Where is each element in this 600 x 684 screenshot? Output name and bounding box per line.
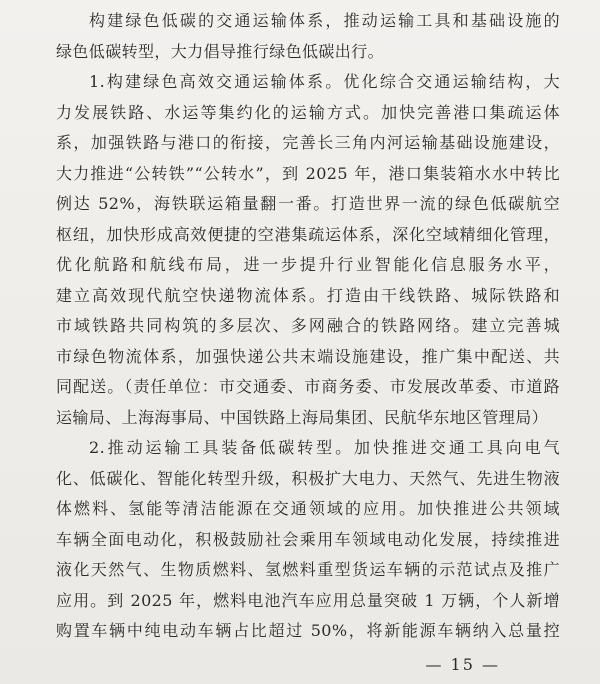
text-line-14: 运输局、上海海事局、中国铁路上海局集团、民航华东地区管理局） <box>56 407 549 427</box>
text-line-2: 绿色低碳转型，大力倡导推行绿色低碳出行。 <box>56 41 385 61</box>
text-line-12: 市绿色物流体系，加强快递公共末端设施建设，推广集中配送、共 <box>56 346 560 366</box>
text-line-5: 系，加强铁路与港口的衔接，完善长三角内河运输基础设施建设， <box>56 133 560 152</box>
text-line-3: 1.构建绿色高效交通运输体系。优化综合交通运输结构，大 <box>89 72 560 91</box>
text-line-11: 市域铁路共同构筑的多层次、多网融合的铁路网络。建立完善城 <box>56 316 560 335</box>
page-number: — 15 — <box>425 655 500 674</box>
text-line-21: 购置车辆中纯电动车辆占比超过 50%，将新能源车辆纳入总量控 <box>56 621 560 640</box>
text-line-4: 力发展铁路、水运等集约化的运输方式。加快完善港口集疏运体 <box>56 102 560 122</box>
text-line-10: 建立高效现代航空快递物流体系。打造由干线铁路、城际铁路和 <box>56 285 560 305</box>
text-line-9: 优化航路和航线布局，进一步提升行业智能化信息服务水平， <box>56 255 560 274</box>
text-line-7: 例达 52%，海铁联运箱量翻一番。打造世界一流的绿色低碳航空 <box>56 194 560 213</box>
text-line-13: 同配送。（责任单位：市交通委、市商务委、市发展改革委、市道路 <box>56 377 560 396</box>
text-line-17: 体燃料、氢能等清洁能源在交通领域的应用。加快推进公共领域 <box>56 499 560 518</box>
text-line-15: 2.推动运输工具装备低碳转型。加快推进交通工具向电气 <box>89 438 560 457</box>
text-line-20: 应用。到 2025 年，燃料电池汽车应用总量突破 1 万辆，个人新增 <box>56 590 560 610</box>
text-line-6: 大力推进“公转铁”“公转水”，到 2025 年，港口集装箱水水中转比 <box>56 163 560 183</box>
text-line-8: 枢纽，加快形成高效便捷的空港集疏运体系，深化空域精细化管理， <box>56 224 560 244</box>
text-line-19: 液化天然气、生物质燃料、氢燃料重型货运车辆的示范试点及推广 <box>56 560 560 579</box>
text-line-18: 车辆全面电动化，积极鼓励社会乘用车领域电动化发展，持续推进 <box>56 529 560 549</box>
text-line-1: 构建绿色低碳的交通运输体系，推动运输工具和基础设施的 <box>89 11 560 30</box>
text-line-16: 化、低碳化、智能化转型升级，积极扩大电力、天然气、先进生物液 <box>56 468 560 488</box>
